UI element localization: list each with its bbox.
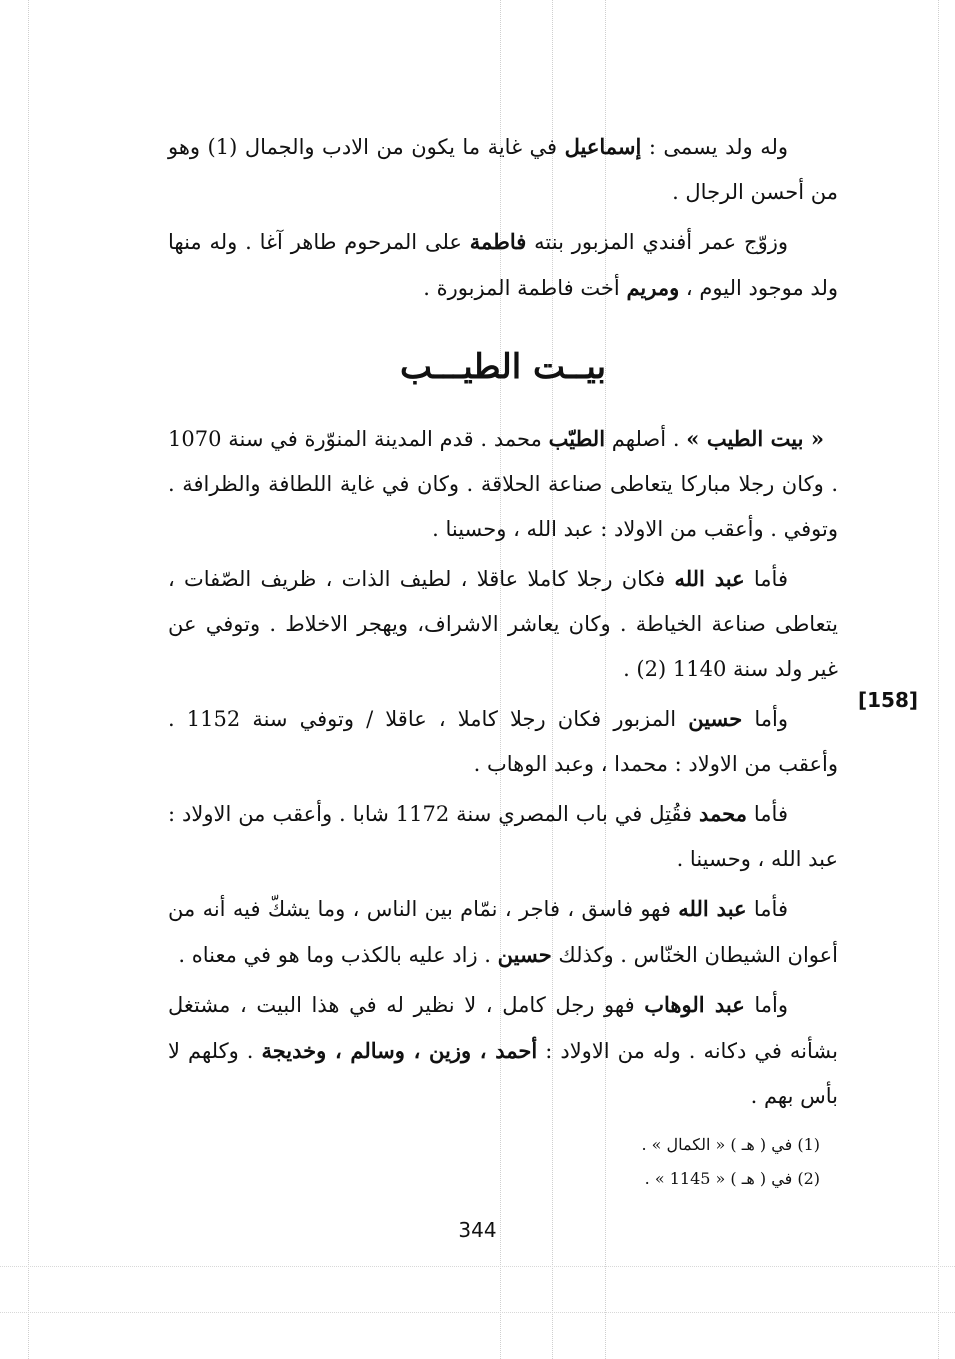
paragraph-abdulwahhab xyxy=(168,982,838,1119)
text-run: . زاد عليه بالكذب وما هو في معناه . xyxy=(178,943,498,967)
text-run: . وكلهم لا بأس بهم . xyxy=(168,1039,838,1108)
body-text-block xyxy=(168,416,838,1119)
footnotes xyxy=(560,1128,820,1196)
text-run: المزبور فكان رجلا كاملا ، عاقلا / وتوفي سنة 1152 . وأعقب من الاولاد : محمدا ، وعبد الوهاب . xyxy=(168,707,838,776)
bold-name: عبد الله xyxy=(678,896,747,921)
bold-name: حسين xyxy=(497,942,552,967)
text-run: في غاية ما يكون من الادب والجمال (1) وهو من أحسن الرجال . xyxy=(168,135,838,204)
scan-dotted-line xyxy=(0,1312,955,1313)
text-run: وأما xyxy=(742,707,788,731)
section-title: بيــت الطيـــب xyxy=(399,347,607,387)
bold-name: الطيّب xyxy=(548,426,606,451)
footnote-2: (2) في ( هـ ) « 1145 » . xyxy=(644,1169,820,1188)
text-run: فأما xyxy=(746,897,788,921)
text-run: محمد . قدم المدينة المنوّرة في سنة 1070 . وكان رجلا مباركا يتعاطى صناعة الحلاقة . وكان في غاية اللطافة والظرافة . وتوفي . وأعقب من الاولاد : عبد الله ، وحسينا . xyxy=(168,427,838,541)
margin-page-reference: [158] xyxy=(858,688,919,712)
text-run: . أصلهم xyxy=(605,427,687,451)
top-text-block xyxy=(168,124,838,311)
paragraph-abdullah xyxy=(168,556,838,692)
paragraph-hussein xyxy=(168,696,838,787)
paragraph-muhammad xyxy=(168,791,838,882)
text-run: فكان رجلا كاملا عاقلا ، لطيف الذات ، ظريف الصّفات ، يتعاطى صناعة الخياطة . وكان يعاشر الاشراف، ويهجر الاخلاط . وتوفي عن غير ولد سنة 1140 (2) . xyxy=(168,567,838,681)
paragraph-abdullah-2 xyxy=(168,886,838,978)
paragraph-fatima xyxy=(168,219,838,311)
text-run: فهو رجل كامل ، لا نظير له في هذا البيت ، مشتغل بشأنه في دكانه . وله من الاولاد : xyxy=(168,993,838,1063)
bold-name: حسين xyxy=(688,706,743,731)
paragraph-ismail xyxy=(168,124,838,215)
text-run: فأما xyxy=(746,802,788,826)
text-run: على المرحوم طاهر آغا . وله منها ولد موجود اليوم ، xyxy=(168,230,838,300)
scan-dotted-line xyxy=(28,0,29,1359)
text-run: فهو فاسق ، فاجر ، نمّام بين الناس ، وما يشكّ فيه أنه من أعوان الشيطان الخنّاس . وكذلك xyxy=(168,897,838,967)
bold-name: فاطمة xyxy=(469,229,527,254)
text-run: فقُتِل في باب المصري سنة 1172 شابا . وأعقب من الاولاد : عبد الله ، وحسينا . xyxy=(168,802,838,871)
text-run: وأما xyxy=(744,993,788,1017)
bold-name: أحمد ، وزين ، وسالم ، وخديجة xyxy=(261,1038,538,1063)
text-run: أخت فاطمة المزبورة . xyxy=(423,276,627,300)
text-run: وزوّج عمر أفندي المزبور بنته xyxy=(526,230,788,254)
footnote-1: (1) في ( هـ ) « الكمال » . xyxy=(641,1135,820,1154)
bold-name: « بيت الطيب » xyxy=(686,426,824,451)
paragraph-intro xyxy=(168,416,838,552)
text-run: وله ولد يسمى : xyxy=(641,135,788,159)
text-run: فأما xyxy=(744,567,788,591)
bold-name: إسماعيل xyxy=(564,134,642,159)
bold-name: ومريم xyxy=(626,275,680,300)
page-number: 344 xyxy=(458,1218,497,1242)
scan-dotted-line xyxy=(0,1266,955,1267)
bold-name: محمد xyxy=(699,801,747,826)
bold-name: عبد الوهاب xyxy=(644,992,745,1017)
scan-dotted-line xyxy=(938,0,939,1359)
bold-name: عبد الله xyxy=(674,566,745,591)
